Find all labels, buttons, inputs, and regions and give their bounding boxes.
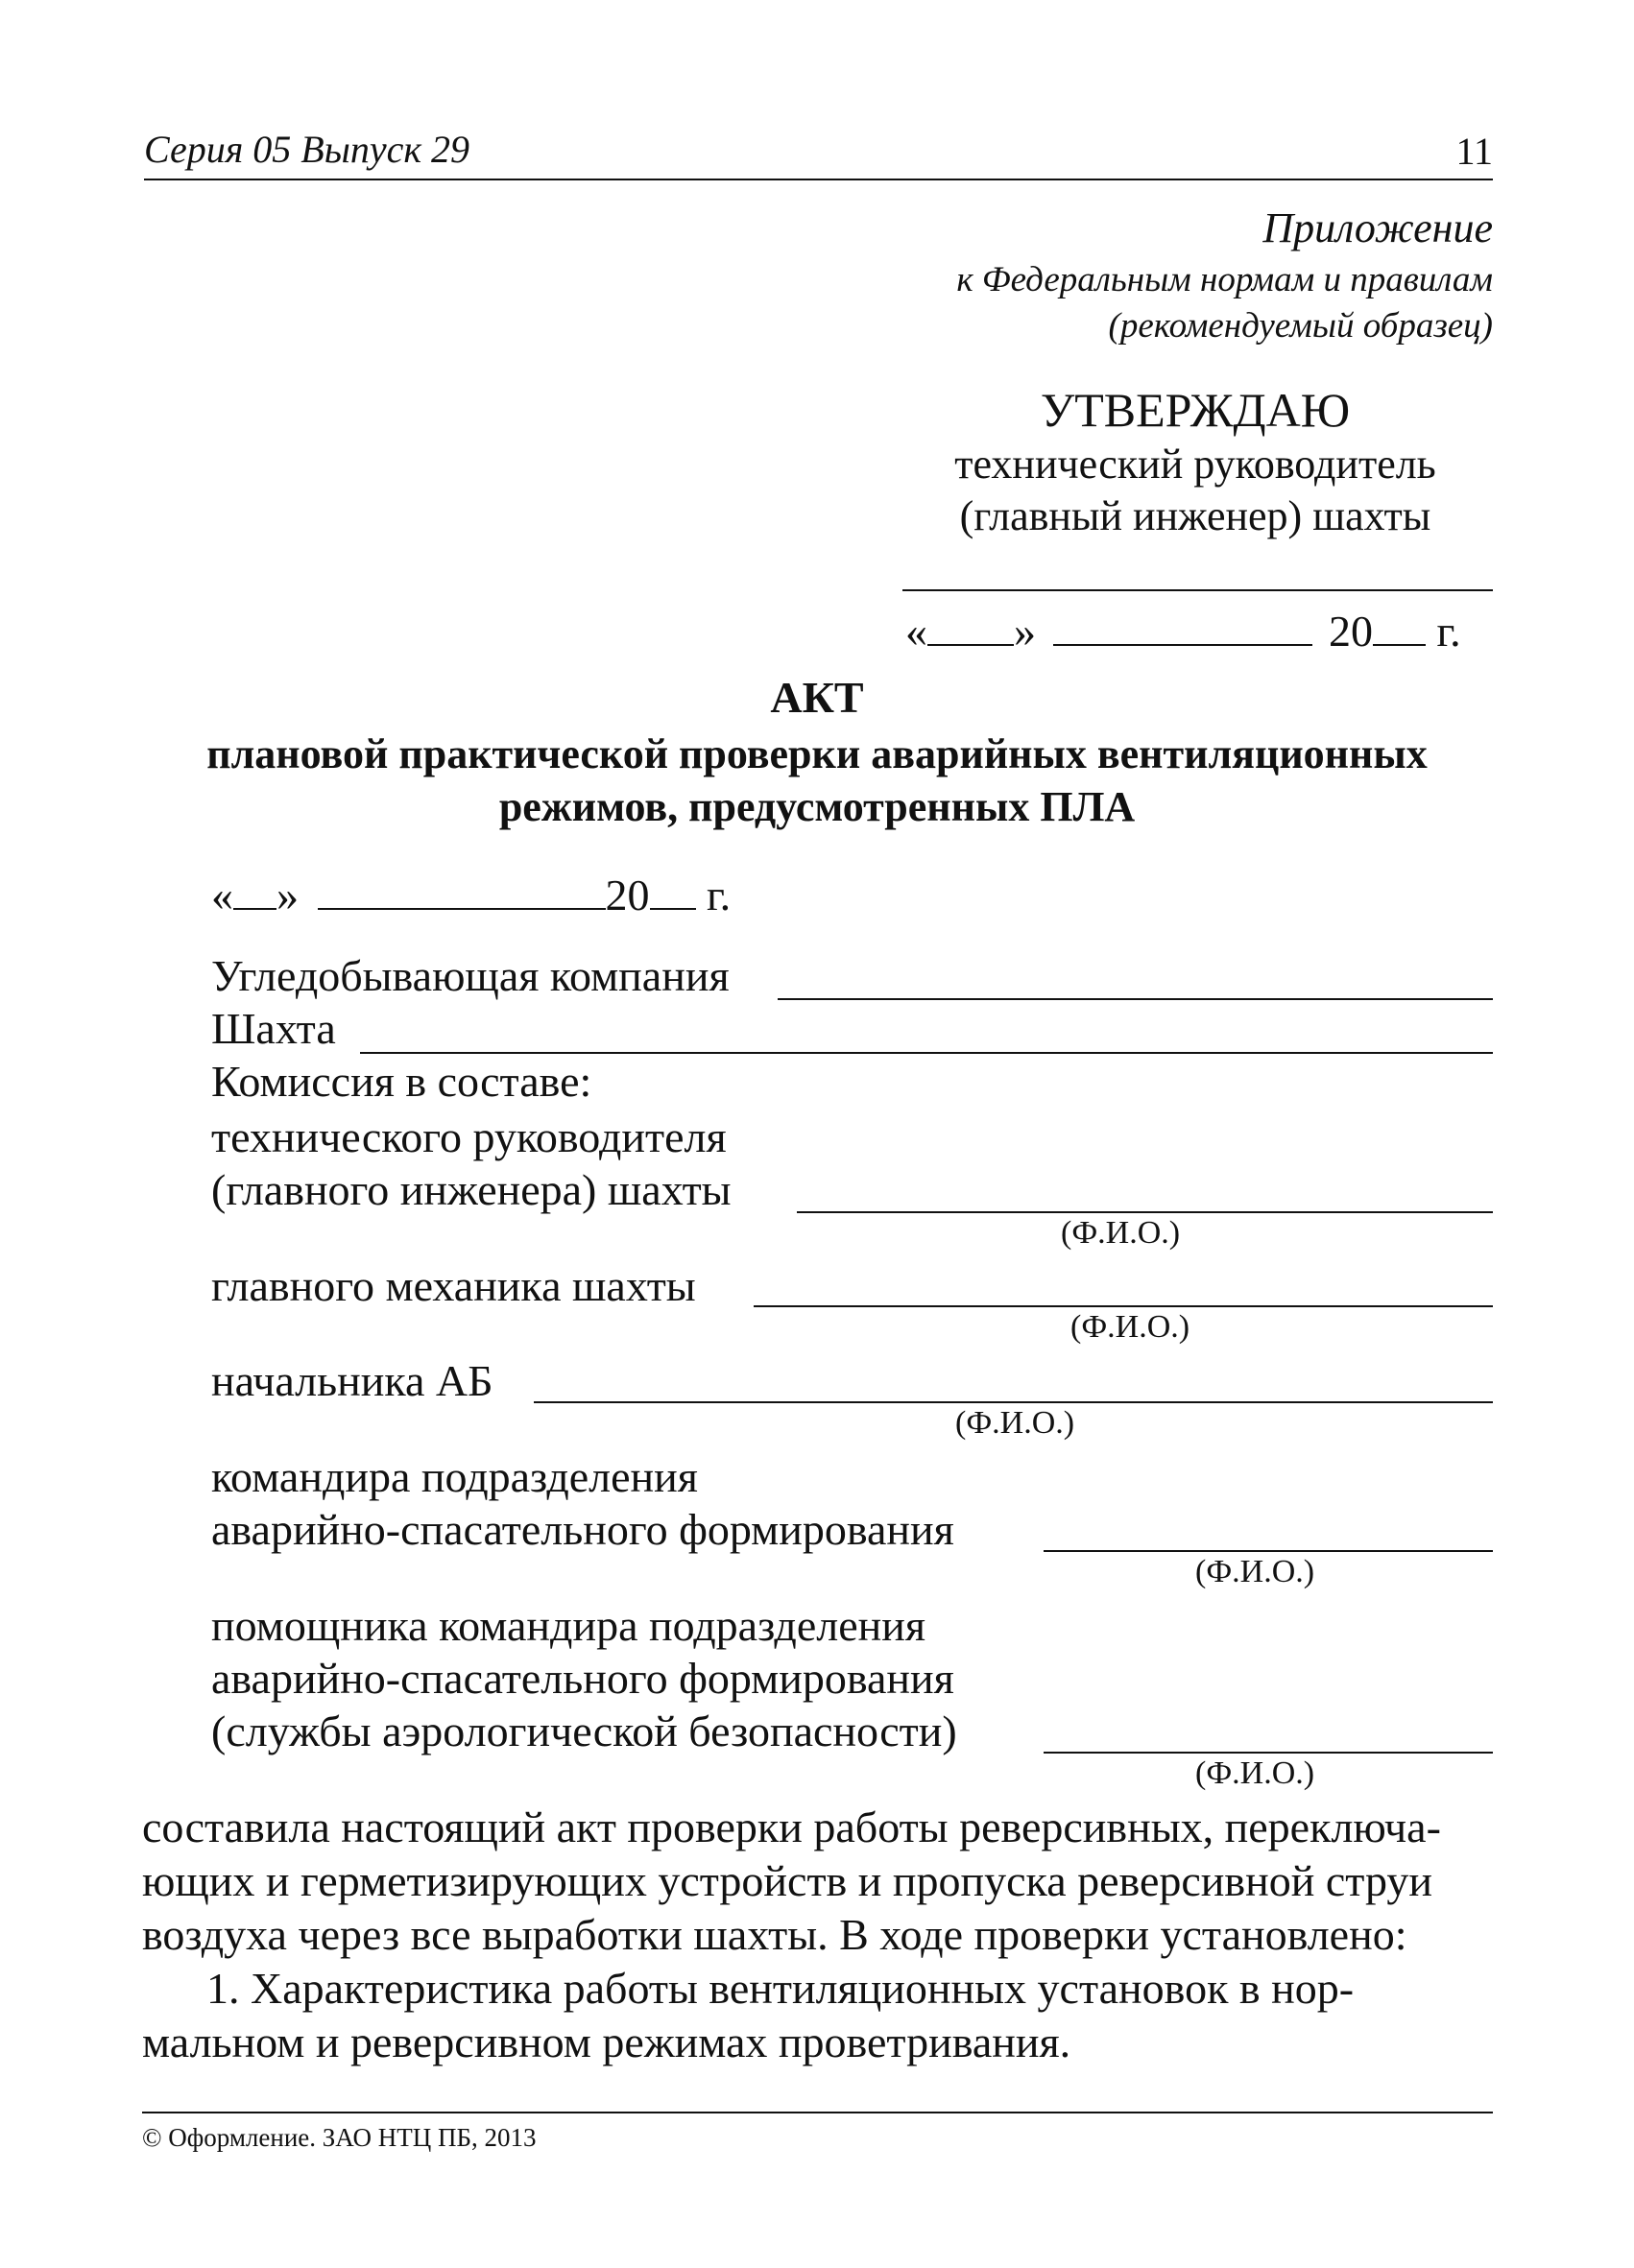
commander-line xyxy=(1044,1550,1493,1552)
chief-mechanic-fio: (Ф.И.О.) xyxy=(1070,1309,1190,1345)
item-1-line-2: мальном и реверсивном режимах проветривания. xyxy=(142,2017,1071,2066)
approval-title: УТВЕРЖДАЮ xyxy=(1040,383,1351,437)
appendix-line-2: (рекомендуемый образец) xyxy=(1108,306,1493,346)
chief-mechanic-line xyxy=(754,1305,1493,1307)
header-divider xyxy=(144,179,1493,180)
approval-signature-line xyxy=(902,589,1493,591)
commander-label-1: командира подразделения xyxy=(211,1452,698,1501)
act-date-suffix: г. xyxy=(707,871,732,919)
act-title: АКТ xyxy=(770,673,864,722)
approval-date-open: « xyxy=(905,607,927,656)
body-line-3: воздуха через все выработки шахты. В ходе проверки установлено: xyxy=(142,1910,1407,1959)
commander-fio: (Ф.И.О.) xyxy=(1195,1554,1315,1589)
act-year-blank xyxy=(650,864,696,910)
commander-label-2: аварийно-спасательного формирования xyxy=(211,1505,954,1554)
assistant-label-1: помощника командира подразделения xyxy=(211,1601,926,1650)
ab-head-fio: (Ф.И.О.) xyxy=(955,1405,1075,1441)
approval-line-1: технический руководитель xyxy=(954,441,1436,488)
company-line xyxy=(778,998,1493,1000)
mine-label: Шахта xyxy=(211,1004,336,1053)
ab-head-line xyxy=(534,1401,1493,1403)
act-subtitle-line-2: режимов, предусмотренных ПЛА xyxy=(498,783,1136,830)
chief-mechanic-label: главного механика шахты xyxy=(211,1261,696,1310)
ab-head-label: начальника АБ xyxy=(211,1356,493,1405)
body-line-2: ющих и герметизирующих устройств и пропуска реверсивной струи xyxy=(142,1856,1432,1905)
approval-date xyxy=(905,600,1461,657)
approval-day-blank xyxy=(927,600,1014,646)
company-label: Угледобывающая компания xyxy=(211,951,730,1000)
appendix-title: Приложение xyxy=(1262,204,1493,251)
tech-head-fio: (Ф.И.О.) xyxy=(1061,1215,1181,1251)
act-subtitle-line-1: плановой практической проверки аварийных вентиляционных xyxy=(206,730,1428,777)
approval-date-close: » xyxy=(1014,607,1036,656)
act-date-open: « xyxy=(211,871,233,919)
approval-line-2: (главный инженер) шахты xyxy=(959,492,1431,539)
page-number: 11 xyxy=(1455,130,1493,173)
footer-divider xyxy=(142,2112,1493,2113)
commission-label: Комиссия в составе: xyxy=(211,1057,592,1106)
tech-head-label-1: технического руководителя xyxy=(211,1112,727,1161)
assistant-fio: (Ф.И.О.) xyxy=(1195,1755,1315,1791)
approval-month-blank xyxy=(1053,600,1312,646)
act-month-blank xyxy=(318,864,606,910)
tech-head-line xyxy=(797,1211,1493,1213)
tech-head-label-2: (главного инженера) шахты xyxy=(211,1165,732,1214)
approval-date-year: 20 xyxy=(1329,607,1373,656)
act-date xyxy=(211,864,731,920)
footer-copyright: © Оформление. ЗАО НТЦ ПБ, 2013 xyxy=(142,2123,537,2152)
mine-line xyxy=(360,1052,1493,1054)
header-series: Серия 05 Выпуск 29 xyxy=(144,128,470,171)
assistant-label-3: (службы аэрологической безопасности) xyxy=(211,1707,957,1755)
assistant-line xyxy=(1044,1752,1493,1754)
act-day-blank xyxy=(233,864,276,910)
appendix-line-1: к Федеральным нормам и правилам xyxy=(956,260,1493,299)
act-date-close: » xyxy=(276,871,299,919)
approval-year-blank xyxy=(1373,600,1426,646)
assistant-label-2: аварийно-спасательного формирования xyxy=(211,1654,954,1703)
item-1-line-1: 1. Характеристика работы вентиляционных установок в нор- xyxy=(206,1964,1355,2013)
approval-date-suffix: г. xyxy=(1436,607,1461,656)
act-date-year: 20 xyxy=(605,871,650,919)
body-line-1: составила настоящий акт проверки работы реверсивных, переключа- xyxy=(142,1802,1441,1851)
